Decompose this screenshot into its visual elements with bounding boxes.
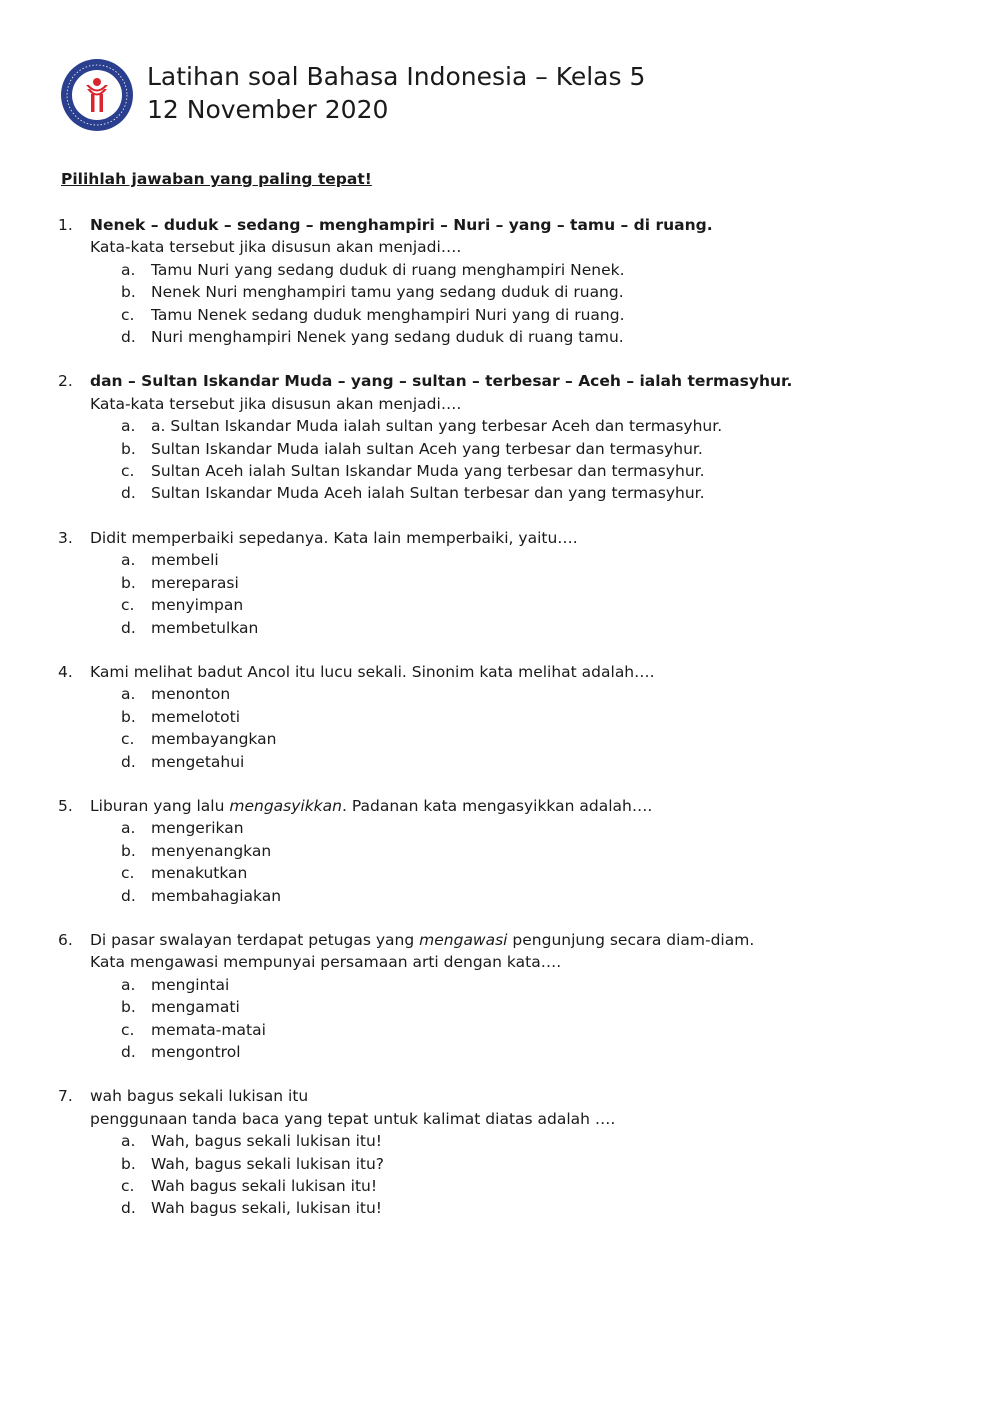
- option-c[interactable]: [121, 728, 958, 750]
- option-text: mengerikan: [151, 819, 244, 838]
- option-text: Tamu Nenek sedang duduk menghampiri Nuri yang di ruang.: [151, 305, 625, 324]
- question-3: [58, 527, 958, 639]
- option-a[interactable]: [121, 1130, 958, 1152]
- option-b[interactable]: [121, 281, 958, 303]
- option-text: menakutkan: [151, 864, 248, 883]
- question-number: 4.: [58, 662, 73, 681]
- option-d[interactable]: [121, 482, 958, 504]
- question-number: 1.: [58, 216, 73, 234]
- option-list: [90, 259, 958, 349]
- option-letter: d.: [121, 752, 136, 771]
- option-c[interactable]: [121, 1019, 958, 1041]
- option-letter: d.: [121, 484, 136, 503]
- document-title: [147, 60, 645, 126]
- option-letter: c.: [121, 1177, 135, 1196]
- document-header: [60, 58, 940, 134]
- option-list: [90, 1130, 958, 1220]
- question-list: [58, 214, 958, 1242]
- option-letter: b.: [121, 283, 136, 302]
- option-a[interactable]: [121, 683, 958, 705]
- question-prompt: wah bagus sekali lukisan itu: [90, 1087, 309, 1106]
- option-c[interactable]: [121, 304, 958, 326]
- option-a[interactable]: [121, 259, 958, 281]
- question-prompt: [90, 929, 958, 951]
- question-number: 5.: [58, 796, 73, 815]
- option-b[interactable]: [121, 996, 958, 1018]
- title-line-subject: Latihan soal Bahasa Indonesia – Kelas 5: [147, 62, 646, 91]
- option-a[interactable]: [121, 974, 958, 996]
- option-c[interactable]: [121, 460, 958, 482]
- option-letter: d.: [121, 328, 136, 347]
- option-list: [90, 415, 958, 505]
- prompt-text-before: Di pasar swalayan terdapat petugas yang: [90, 930, 420, 949]
- option-letter: d.: [121, 618, 136, 637]
- option-text: mengontrol: [151, 1043, 241, 1061]
- option-text: membayangkan: [151, 730, 277, 749]
- option-letter: d.: [121, 1199, 136, 1218]
- prompt-text-before: Liburan yang lalu: [90, 796, 230, 815]
- option-letter: b.: [121, 707, 136, 726]
- question-5: [58, 795, 958, 907]
- option-letter: c.: [121, 864, 135, 883]
- question-1: [58, 214, 958, 348]
- option-letter: c.: [121, 1020, 135, 1039]
- title-line-date: 12 November 2020: [147, 95, 389, 124]
- question-6: [58, 929, 958, 1063]
- option-text: menonton: [151, 685, 231, 704]
- option-text: Sultan Aceh ialah Sultan Iskandar Muda yang terbesar dan termasyhur.: [151, 462, 705, 481]
- option-text: Sultan Iskandar Muda ialah sultan Aceh yang terbesar dan termasyhur.: [151, 439, 703, 458]
- option-letter: a.: [121, 551, 136, 570]
- option-c[interactable]: [121, 862, 958, 884]
- option-text: Wah, bagus sekali lukisan itu!: [151, 1132, 383, 1151]
- question-instruction: Kata-kata tersebut jika disusun akan menjadi….: [90, 394, 462, 413]
- option-text: memata-matai: [151, 1020, 266, 1039]
- option-a[interactable]: [121, 549, 958, 571]
- option-letter: b.: [121, 439, 136, 458]
- question-instruction: Kata-kata tersebut jika disusun akan menjadi….: [90, 238, 462, 257]
- option-c[interactable]: [121, 594, 958, 616]
- option-text: Wah, bagus sekali lukisan itu?: [151, 1154, 385, 1173]
- option-letter: b.: [121, 1154, 136, 1173]
- option-letter: d.: [121, 886, 136, 905]
- question-number: 7.: [58, 1087, 73, 1106]
- option-letter: a.: [121, 1132, 136, 1151]
- option-b[interactable]: [121, 840, 958, 862]
- option-letter: b.: [121, 998, 136, 1017]
- prompt-emphasized-word: mengawasi: [419, 930, 508, 949]
- option-b[interactable]: [121, 438, 958, 460]
- option-text: mengamati: [151, 998, 240, 1017]
- option-text: menyimpan: [151, 596, 244, 615]
- option-text: memelototi: [151, 707, 241, 726]
- option-text: menyenangkan: [151, 841, 272, 860]
- option-text: a. Sultan Iskandar Muda ialah sultan yang terbesar Aceh dan termasyhur.: [151, 417, 723, 436]
- option-letter: b.: [121, 841, 136, 860]
- question-instruction: penggunaan tanda baca yang tepat untuk kalimat diatas adalah ….: [90, 1109, 616, 1128]
- question-instruction: Kata mengawasi mempunyai persamaan arti dengan kata….: [90, 953, 562, 972]
- option-list: [90, 549, 958, 639]
- option-b[interactable]: [121, 1153, 958, 1175]
- prompt-text-after: pengunjung secara diam-diam.: [507, 930, 755, 949]
- option-text: membeli: [151, 551, 219, 570]
- option-letter: c.: [121, 596, 135, 615]
- option-d[interactable]: [121, 885, 958, 907]
- question-7: [58, 1085, 958, 1219]
- option-text: Wah bagus sekali, lukisan itu!: [151, 1199, 383, 1218]
- option-text: membetulkan: [151, 618, 259, 637]
- question-prompt: Didit memperbaiki sepedanya. Kata lain memperbaiki, yaitu….: [90, 528, 578, 547]
- option-letter: a.: [121, 819, 136, 838]
- option-text: Nuri menghampiri Nenek yang sedang duduk di ruang tamu.: [151, 328, 624, 347]
- prompt-text-after: . Padanan kata mengasyikkan adalah….: [341, 796, 653, 815]
- option-letter: a.: [121, 260, 136, 279]
- option-list: [90, 817, 958, 907]
- option-letter: b.: [121, 573, 136, 592]
- option-d[interactable]: [121, 1041, 958, 1063]
- instruction-heading: Pilihlah jawaban yang paling tepat!: [61, 170, 372, 188]
- question-4: [58, 661, 958, 773]
- question-prompt: Nenek – duduk – sedang – menghampiri – Nuri – yang – tamu – di ruang.: [90, 216, 713, 234]
- school-logo-icon: [60, 58, 134, 132]
- option-c[interactable]: [121, 1175, 958, 1197]
- option-d[interactable]: [121, 617, 958, 639]
- option-letter: a.: [121, 417, 136, 436]
- option-a[interactable]: [121, 817, 958, 839]
- question-number: 2.: [58, 372, 73, 391]
- option-text: mereparasi: [151, 573, 239, 592]
- option-letter: c.: [121, 305, 135, 324]
- option-text: Tamu Nuri yang sedang duduk di ruang menghampiri Nenek.: [151, 260, 625, 279]
- question-number: 3.: [58, 528, 73, 547]
- option-a[interactable]: [121, 415, 958, 437]
- option-letter: d.: [121, 1043, 136, 1061]
- question-prompt: [90, 795, 958, 817]
- option-text: mengintai: [151, 975, 230, 994]
- option-text: mengetahui: [151, 752, 245, 771]
- option-d[interactable]: [121, 751, 958, 773]
- option-text: Sultan Iskandar Muda Aceh ialah Sultan terbesar dan yang termasyhur.: [151, 484, 705, 503]
- option-letter: c.: [121, 730, 135, 749]
- option-list: [90, 974, 958, 1064]
- option-letter: c.: [121, 462, 135, 481]
- option-b[interactable]: [121, 572, 958, 594]
- option-list: [90, 683, 958, 773]
- option-b[interactable]: [121, 706, 958, 728]
- option-text: membahagiakan: [151, 886, 282, 905]
- prompt-emphasized-word: mengasyikkan: [229, 796, 342, 815]
- option-d[interactable]: [121, 1197, 958, 1219]
- question-prompt: dan – Sultan Iskandar Muda – yang – sultan – terbesar – Aceh – ialah termasyhur.: [90, 372, 793, 391]
- option-text: Wah bagus sekali lukisan itu!: [151, 1177, 378, 1196]
- option-letter: a.: [121, 975, 136, 994]
- question-number: 6.: [58, 930, 73, 949]
- question-prompt: Kami melihat badut Ancol itu lucu sekali. Sinonim kata melihat adalah….: [90, 662, 655, 681]
- option-d[interactable]: [121, 326, 958, 348]
- question-2: [58, 370, 958, 504]
- option-letter: a.: [121, 685, 136, 704]
- option-text: Nenek Nuri menghampiri tamu yang sedang duduk di ruang.: [151, 283, 624, 302]
